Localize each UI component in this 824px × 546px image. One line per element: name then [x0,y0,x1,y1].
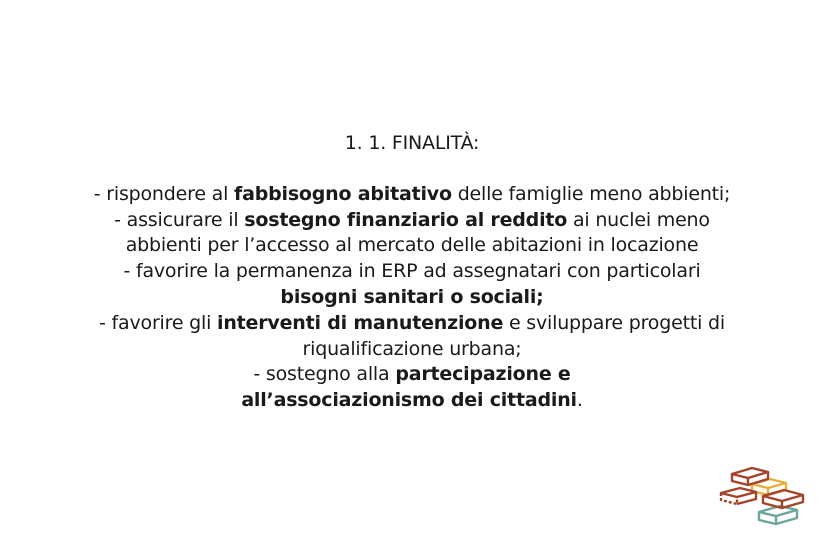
teal-brick [759,506,797,524]
red-brick-left [721,488,756,504]
bricks-logo-icon [718,462,810,526]
text-line: abbienti per l’accesso al mercato delle abitazioni in locazione [125,234,699,257]
bold-phrase: fabbisogno abitativo [234,182,452,205]
text-line: all’associazionismo dei cittadini. [241,389,583,412]
text-line: - assicurare il sostegno finanziario al reddito ai nuclei meno [114,208,710,231]
red-brick-top [732,468,768,485]
text-line [40,285,784,311]
text-line: - rispondere al fabbisogno abitativo delle famiglie meno abbienti; [93,182,731,205]
text-line: - favorire la permanenza in ERP ad assegnatari con particolari [123,260,701,283]
bold-phrase: interventi di manutenzione [217,311,504,334]
bold-phrase: partecipazione e [395,363,571,386]
text-line: - favorire gli interventi di manutenzione e sviluppare progetti di [99,311,725,334]
bold-phrase: all’associazionismo dei cittadini [241,389,577,412]
text-line: - sostegno alla partecipazione e [253,363,571,386]
bold-phrase: bisogni sanitari o sociali; [280,285,544,308]
text-line: riqualificazione urbana; [302,337,522,360]
section-heading: 1. 1. FINALITÀ: [344,132,480,154]
finalita-text-block [40,131,784,414]
bold-phrase: sostegno finanziario al reddito [244,208,568,231]
